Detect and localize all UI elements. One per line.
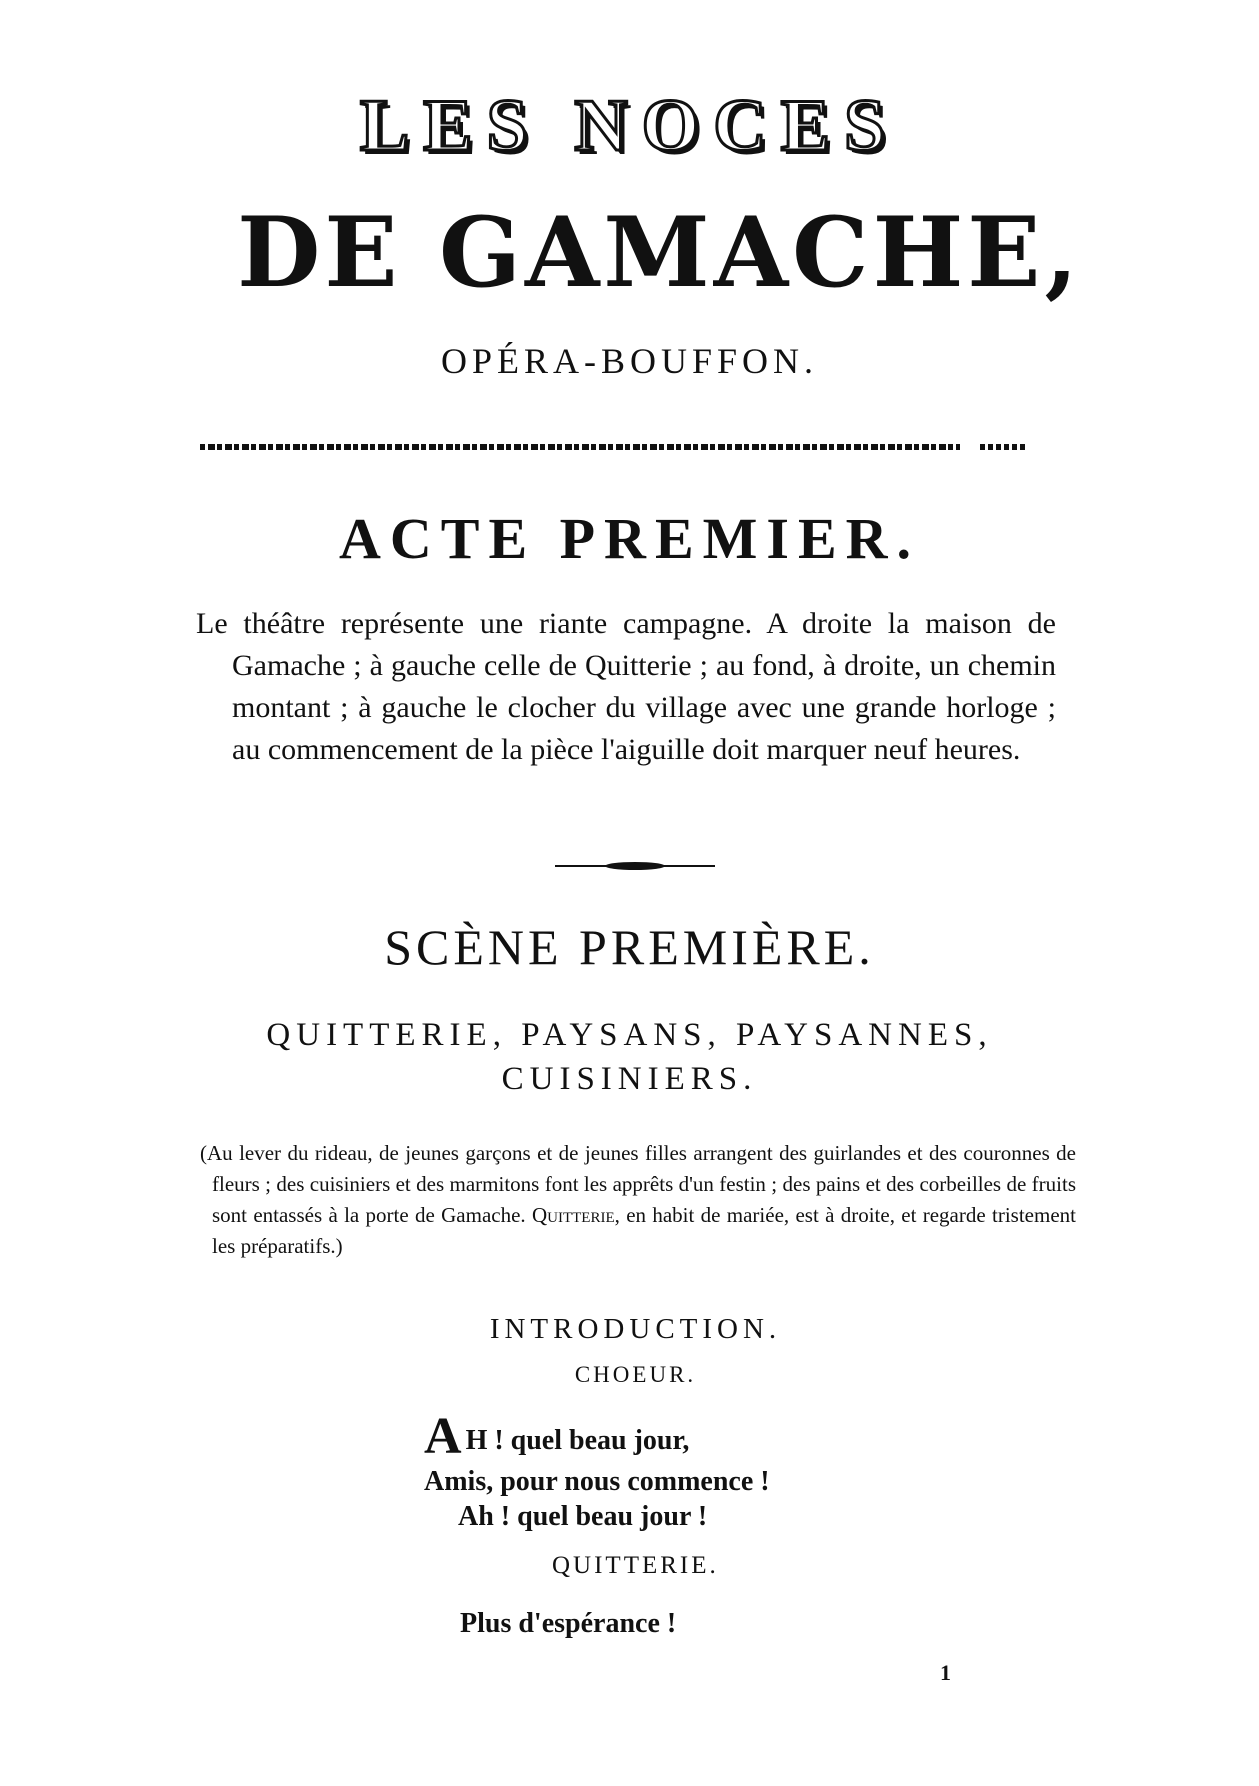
verse-line-2: Amis, pour nous commence ! <box>424 1466 770 1497</box>
verse-line-1-text: H ! quel beau jour, <box>465 1425 690 1456</box>
introduction-heading: INTRODUCTION. <box>489 1313 782 1345</box>
verse-line-3: Ah ! quel beau jour ! <box>458 1501 708 1532</box>
verse-line-4: Plus d'espérance ! <box>460 1608 677 1639</box>
small-ornament-rule <box>555 860 715 872</box>
opening-didascalie <box>200 1138 1076 1262</box>
scene-heading: SCÈNE PREMIÈRE. <box>384 919 875 975</box>
choir-heading: CHOEUR. <box>574 1362 697 1387</box>
act-heading: ACTE PREMIER. <box>338 506 921 571</box>
didascalie-part-1: (Au lever du rideau, de jeunes garçons et de jeunes filles arrangent des guirlandes et des couronnes de fleurs ; des cuisiniers et des marmitons font les apprêts d'un festin ; des pains et des corbeilles de fruits sont entassés à la porte de Gamache. <box>200 1141 1076 1227</box>
didascalie-character-name: Quitterie <box>531 1203 615 1227</box>
didascalie-part-2: , en habit de mariée, est à droite, et regarde tristement les préparatifs.) <box>212 1203 1076 1258</box>
page-number: 1 <box>940 1660 951 1685</box>
stage-direction-text: Le théâtre représente une riante campagne. A droite la maison de Gamache ; à gauche celle de Quitterie ; au fond, à droite, un chemin montant ; à gauche le clocher du village avec une grande horloge ; au commencement de la pièce l'aiguille doit marquer neuf heures. <box>196 607 1056 766</box>
ornamental-rule <box>200 442 1028 452</box>
speaker-name: QUITTERIE. <box>552 1552 719 1579</box>
characters-list <box>0 1013 1259 1101</box>
title-line-1: LES NOCES <box>359 85 900 167</box>
characters-line-1: QUITTERIE, PAYSANS, PAYSANNES, <box>266 1017 993 1053</box>
characters-line-2: CUISINIERS. <box>501 1061 758 1097</box>
verse-line-1 <box>424 1408 690 1465</box>
stage-direction <box>196 603 1056 771</box>
drop-cap: A <box>424 1408 462 1465</box>
title-line-2: DE GAMACHE, <box>237 196 1082 309</box>
genre-subtitle: OPÉRA-BOUFFON. <box>440 341 819 381</box>
